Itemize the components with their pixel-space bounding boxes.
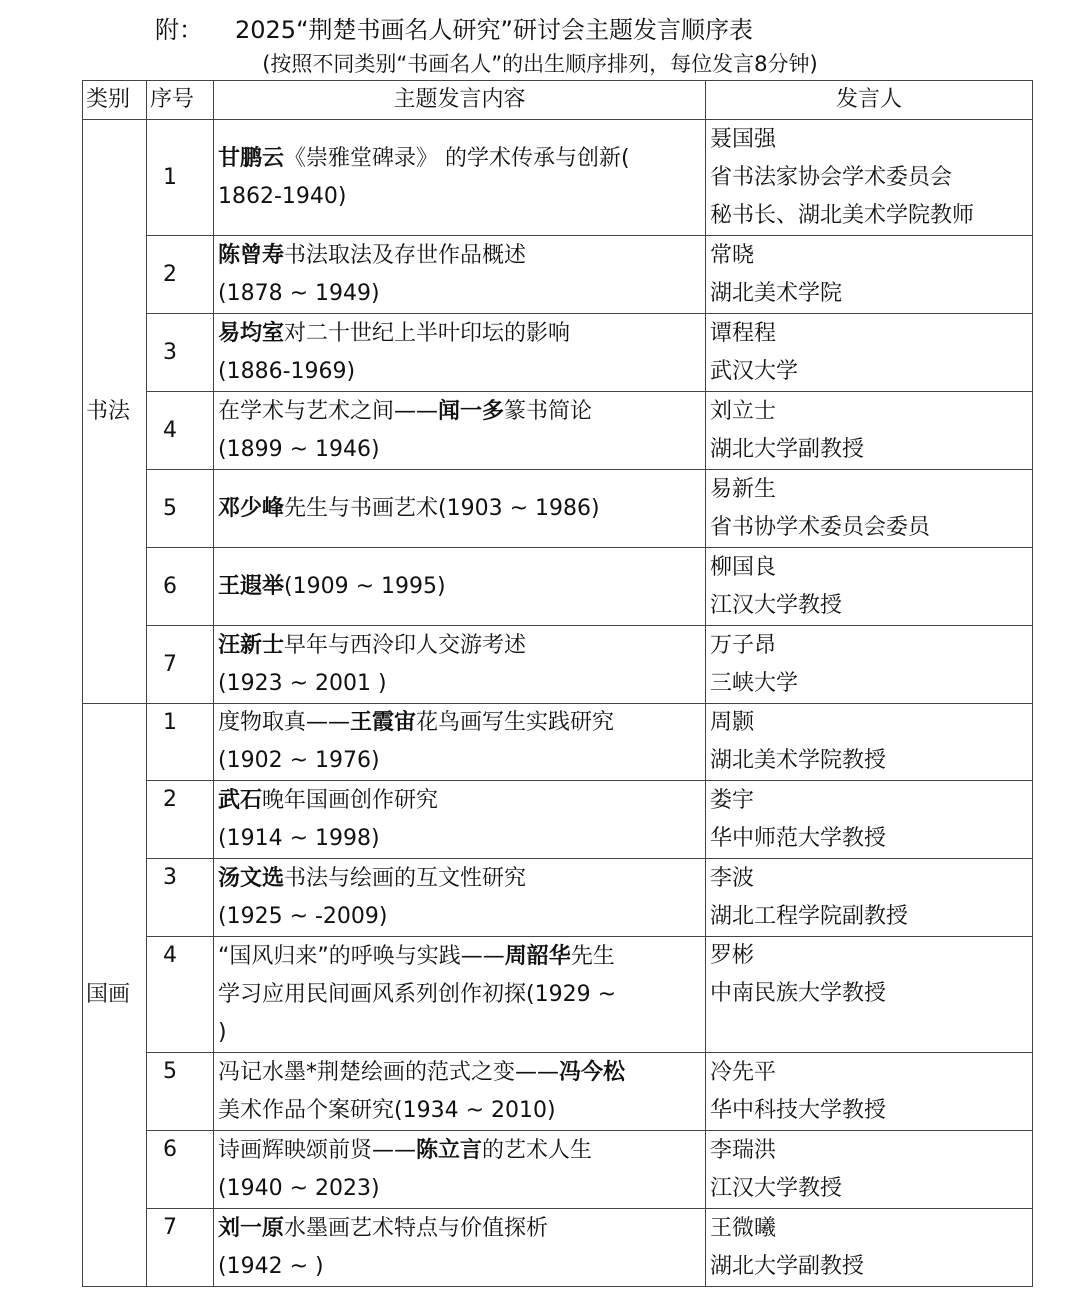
topic-text: 晚年国画创作研究 xyxy=(262,787,439,813)
table-row xyxy=(83,626,1033,704)
content-cell xyxy=(214,859,706,937)
table-row xyxy=(83,236,1033,314)
topic-dates: (1914 ~ 1998) xyxy=(218,825,380,851)
speaker-affiliation: 湖北美术学院教授 xyxy=(710,748,887,773)
speaker-name: 谭程程 xyxy=(710,320,777,346)
speaker-cell xyxy=(706,470,1033,548)
speaker-cell xyxy=(706,1131,1033,1209)
topic-dates: (1902 ~ 1976) xyxy=(218,748,380,773)
topic-text: 水墨画艺术特点与价值探析 xyxy=(284,1215,549,1241)
speaker-name: 柳国良 xyxy=(710,554,777,580)
speaker-affiliation: 武汉大学 xyxy=(710,358,799,384)
topic-dates: 美术作品个案研究(1934 ~ 2010) xyxy=(218,1097,556,1123)
content-cell xyxy=(214,314,706,392)
topic-text-line2: 学习应用民间画风系列创作初探(1929 ~ xyxy=(218,981,616,1007)
speaker-cell xyxy=(706,937,1033,1053)
subject-name: 王霞宙 xyxy=(350,710,417,735)
row-number: 6 xyxy=(147,1131,214,1209)
topic-dates: (1923 ~ 2001 ) xyxy=(218,670,387,696)
category-cell: 国画 xyxy=(83,704,147,1287)
row-number: 2 xyxy=(147,781,214,859)
subject-name: 陈立言 xyxy=(416,1137,483,1163)
speaker-name: 易新生 xyxy=(710,476,777,502)
row-number: 6 xyxy=(147,548,214,626)
speaker-name: 李波 xyxy=(710,865,755,891)
content-cell xyxy=(214,120,706,236)
speaker-name: 李瑞洪 xyxy=(710,1137,777,1163)
content-cell xyxy=(214,548,706,626)
topic-text: 花鸟画写生实践研究 xyxy=(416,710,615,735)
row-number: 1 xyxy=(147,704,214,781)
table-row xyxy=(83,781,1033,859)
topic-text: 篆书简论 xyxy=(504,398,593,424)
topic-text: 先生 xyxy=(570,943,615,969)
speaker-cell xyxy=(706,392,1033,470)
subject-name: 闻一多 xyxy=(438,398,505,424)
subject-name: 汪新士 xyxy=(218,632,285,658)
subject-name: 汤文选 xyxy=(218,865,285,891)
row-number: 3 xyxy=(147,314,214,392)
content-cell xyxy=(214,470,706,548)
subject-name: 冯今松 xyxy=(559,1059,626,1085)
content-cell xyxy=(214,626,706,704)
speaker-affiliation: 湖北工程学院副教授 xyxy=(710,903,909,929)
topic-prefix: 度物取真—— xyxy=(218,710,351,735)
topic-prefix: 诗画辉映颂前贤—— xyxy=(218,1137,417,1163)
content-cell xyxy=(214,392,706,470)
speaker-cell xyxy=(706,781,1033,859)
content-cell xyxy=(214,704,706,781)
speaker-cell xyxy=(706,1053,1033,1131)
content-cell xyxy=(214,781,706,859)
speaker-name: 娄宇 xyxy=(710,787,755,813)
topic-prefix: 在学术与艺术之间—— xyxy=(218,398,439,424)
speaker-cell xyxy=(706,120,1033,236)
subject-name: 周韶华 xyxy=(504,943,571,969)
table-row xyxy=(83,470,1033,548)
subject-name: 武石 xyxy=(218,787,263,813)
speaker-affiliation: 华中科技大学教授 xyxy=(710,1097,887,1123)
subject-name: 邓少峰 xyxy=(218,495,285,521)
topic-dates: ) xyxy=(218,1019,227,1045)
topic-dates: 1862-1940) xyxy=(218,183,347,209)
table-row xyxy=(83,859,1033,937)
row-number: 2 xyxy=(147,236,214,314)
speaker-affiliation: 湖北大学副教授 xyxy=(710,436,865,462)
topic-text: 的艺术人生 xyxy=(482,1137,593,1163)
table-row xyxy=(83,392,1033,470)
speaker-name: 万子昂 xyxy=(710,632,777,658)
speaker-cell xyxy=(706,859,1033,937)
category-cell: 书法 xyxy=(83,120,147,704)
speaker-cell xyxy=(706,626,1033,704)
speaker-name: 冷先平 xyxy=(710,1059,777,1085)
page-subtitle: (按照不同类别“书画名人”的出生顺序排列，每位发言8分钟) xyxy=(262,52,818,76)
topic-dates: (1886-1969) xyxy=(218,358,356,384)
table-row xyxy=(83,704,1033,781)
header-category: 类别 xyxy=(83,81,147,120)
speaker-cell xyxy=(706,548,1033,626)
speaker-name: 周颢 xyxy=(710,710,755,735)
table-row xyxy=(83,548,1033,626)
page-title: 2025“荆楚书画名人研究”研讨会主题发言顺序表 xyxy=(235,16,753,44)
row-number: 5 xyxy=(147,470,214,548)
table-row xyxy=(83,1131,1033,1209)
subject-name: 刘一原 xyxy=(218,1215,285,1241)
topic-text: 书法取法及存世作品概述 xyxy=(284,242,527,268)
speaker-cell xyxy=(706,236,1033,314)
topic-text: 《崇雅堂碑录》 的学术传承与创新( xyxy=(284,145,630,171)
speaker-affiliation: 江汉大学教授 xyxy=(710,1175,843,1201)
speaker-name: 刘立士 xyxy=(710,398,777,424)
table-row xyxy=(83,1053,1033,1131)
row-number: 7 xyxy=(147,626,214,704)
header-speaker: 发言人 xyxy=(706,81,1033,120)
speaker-affiliation: 华中师范大学教授 xyxy=(710,825,887,851)
subject-name: 甘鹏云 xyxy=(218,145,285,171)
speaker-name: 王微曦 xyxy=(710,1215,777,1241)
header-content: 主题发言内容 xyxy=(214,81,706,120)
speaker-cell xyxy=(706,314,1033,392)
subject-name: 王遐举 xyxy=(218,573,285,599)
topic-prefix: “国风归来”的呼唤与实践—— xyxy=(218,943,505,969)
topic-dates: (1899 ~ 1946) xyxy=(218,436,380,462)
speaker-name: 聂国强 xyxy=(710,126,777,152)
content-cell xyxy=(214,1209,706,1287)
topic-text: 书法与绘画的互文性研究 xyxy=(284,865,527,891)
speaker-affiliation: 江汉大学教授 xyxy=(710,592,843,618)
topic-dates: (1925 ~ -2009) xyxy=(218,903,388,929)
row-number: 3 xyxy=(147,859,214,937)
subject-name: 陈曾寿 xyxy=(218,242,285,268)
speaker-affiliation: 湖北大学副教授 xyxy=(710,1253,865,1279)
content-cell xyxy=(214,937,706,1053)
content-cell xyxy=(214,236,706,314)
table-row xyxy=(83,314,1033,392)
content-cell xyxy=(214,1131,706,1209)
topic-text: (1909 ~ 1995) xyxy=(284,573,446,599)
topic-text: 对二十世纪上半叶印坛的影响 xyxy=(284,320,571,346)
table-body xyxy=(83,120,1033,1287)
row-number: 5 xyxy=(147,1053,214,1131)
topic-dates: (1942 ~ ) xyxy=(218,1253,324,1279)
topic-prefix: 冯记水墨*荆楚绘画的范式之变—— xyxy=(218,1059,560,1085)
speaker-affiliation-line2: 秘书长、湖北美术学院教师 xyxy=(710,202,975,228)
speaker-name: 罗彬 xyxy=(710,943,755,968)
speaker-affiliation: 三峡大学 xyxy=(710,670,799,696)
table-row xyxy=(83,120,1033,236)
topic-dates: (1878 ~ 1949) xyxy=(218,280,380,306)
row-number: 1 xyxy=(147,120,214,236)
topic-dates: (1940 ~ 2023) xyxy=(218,1175,380,1201)
content-cell xyxy=(214,1053,706,1131)
speaker-affiliation: 湖北美术学院 xyxy=(710,280,843,306)
speaker-name: 常晓 xyxy=(710,242,755,268)
table-header-row xyxy=(83,81,1033,120)
row-number: 7 xyxy=(147,1209,214,1287)
header-number: 序号 xyxy=(147,81,214,120)
speaker-cell xyxy=(706,1209,1033,1287)
speaker-cell xyxy=(706,704,1033,781)
title-prefix: 附： xyxy=(155,16,203,44)
speaker-affiliation: 省书协学术委员会委员 xyxy=(710,514,931,540)
document-title xyxy=(0,6,1080,46)
speaker-affiliation: 中南民族大学教授 xyxy=(710,981,887,1006)
speech-order-table xyxy=(82,80,1033,1287)
row-number: 4 xyxy=(147,392,214,470)
subject-name: 易均室 xyxy=(218,320,285,346)
topic-text: 先生与书画艺术(1903 ~ 1986) xyxy=(284,495,600,521)
speaker-affiliation: 省书法家协会学术委员会 xyxy=(710,164,953,190)
topic-text: 早年与西泠印人交游考述 xyxy=(284,632,527,658)
table-row xyxy=(83,937,1033,1053)
table-row xyxy=(83,1209,1033,1287)
row-number: 4 xyxy=(147,937,214,1053)
